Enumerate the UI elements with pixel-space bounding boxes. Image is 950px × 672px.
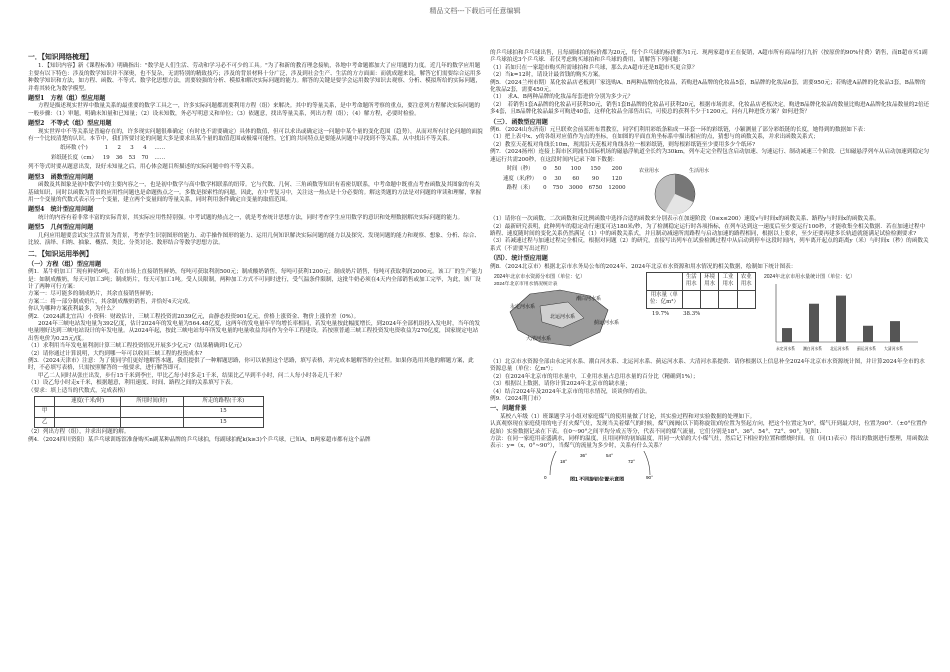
pie-percent: 38.3% bbox=[683, 310, 701, 317]
paragraph: 你认为哪种方案获利最多，为什么？ bbox=[28, 306, 118, 313]
pie-label: 农业用水 bbox=[638, 168, 659, 175]
table-cell[interactable] bbox=[55, 407, 121, 417]
paragraph: 例3．（2024天津市）注意：为了使同学们更好地解答本题，我们提供了一种解题思路，你可以依照这个思路，填写表格，并完成本题解答的全过程。如果你选用其他的解题方案，此时，不必填写表格，只需按照解答的一般要求，进行解答即可。 bbox=[28, 358, 474, 372]
paragraph: （4）结合2024年及2024年北京市的用水情况，谈谈你的看法。 bbox=[490, 388, 651, 395]
table-cell: 4 bbox=[143, 145, 147, 152]
paragraph: 例2．（2024湖北宜昌）小资料：财政估计，三峡工程投资需2039亿元，由静态投资901亿元，价格上涨资金、物价上涨价差（0%）。 bbox=[28, 313, 360, 320]
paragraph: 现实世界中不等关系是普遍存在的，许多现实问题很难确定（有时也不需要确定）具体的数值，但可以求出或确定这一问题中某个量的变化范围（趋势），从而对所有讨论问题的面貌有一个比较清楚的认识。本节中，我们所要讨论的问题大多是要求出某个量的取值范围或极端可能性，它们的共同特点是要能从问题中寻找到不等关系，从中找出不等关系。 bbox=[28, 128, 483, 143]
paragraph: （1）若如只在一家超市购买所需球拍和乒乓球，那么去A超市还是B超市买更合算？ bbox=[490, 64, 698, 71]
fig-tick: 18° bbox=[560, 458, 567, 464]
paragraph: （2）教室天花板对角线长10m，现需沿天花板对角线各拉一根彩纸链，则每根彩纸链至少要用多少个纸环? bbox=[490, 141, 756, 148]
paragraph: 函数及其图象是初中数学中的主要内容之一，也是初中数学与高中数学相联系的纽带。它与代数、几何、三角函数等知识有着密切联系，中考命题中既重点考查函数及其图象的有关基础知识，同时以函数为背景的应用性问题也是命题热点之一。多数是探索性的问题，因此，在中考复习中，关注这一热点是十分必要的。解这类题的方法是对问题的审读和理解，掌握用一个变量的代数式表示另一个变量，建立两个变量间的等量关系，同时利用条件确定自变量的取值范围。 bbox=[28, 182, 482, 203]
water-resource-map bbox=[490, 272, 640, 358]
paragraph: （1）把上表中x、y的各组对应值作为点的坐标，在如图的平面直角坐标系中描出相应的点，猜想与的函数关系，并求出函数关系式； bbox=[490, 134, 819, 141]
paragraph: （2）当k=12时，请设计最省钱的购买方案。 bbox=[490, 72, 604, 79]
topic-heading: 题型5 几何型应用问题 bbox=[28, 224, 94, 232]
paragraph: 例5．（2024兰州市期）某化妆品店老板到厂家选购A、B两种品牌的化妆品，若购进A品牌的化妆品5套，B品牌的化妆品6套，需要950元；若购进A品牌的化妆品3套，B品牌的化妆品2套，需要450元。 bbox=[490, 79, 926, 94]
bar-label: 永定河水系 bbox=[776, 346, 795, 351]
table-cell bbox=[700, 290, 718, 308]
table-cell: 200 bbox=[611, 166, 623, 173]
table-cell: 速度(千米/时) bbox=[55, 397, 121, 407]
table-cell: 用水量（单位：亿m³） bbox=[647, 290, 683, 308]
topic-heading: 题型2 不等式（组）型应用题 bbox=[28, 120, 112, 128]
fig-tick: 0 bbox=[544, 474, 547, 480]
paragraph: 的乒乓球拍和乒乓球出售，且每副球拍的标价都为20元，每个乒乓球的标价都为1元．现两家超市正在促销，A超市所有商品均打九折（按原价的90%付费）销售，而B超市买1副乒乓球拍送3个乒乓球．若仅考虑购买球拍和乒乓球的费用，请解答下列问题： bbox=[490, 50, 928, 64]
bar-chart-title: 2024年北京市用水量统计图（单位：亿） bbox=[764, 273, 856, 280]
paragraph: 例4．（2024四川资阳）某乒乓球训练馆准备购买n副某种品牌的乒乓球拍，每副球拍配k(k≥3)个乒乓球，已知A，B两家超市都有这个品牌 bbox=[28, 436, 371, 443]
paragraph: 例1．某牛奶加工厂现有鲜奶9吨，若在市场上直接销售鲜奶，每吨可获取利润500元；制成酸奶销售，每吨可获利1200元；制成奶片销售，每吨可获取利润2000元。该工厂的生产能力是：如制成酸奶，每天可加工3吨；制成奶片，每天可加工1吨。受人员限制，两种加工方式不可同时进行，受气温条件限制，这批牛奶必须在4天内全部销售或加工完毕，为此，该厂设计了两种可行方案： bbox=[28, 269, 483, 290]
knob-figure bbox=[530, 451, 680, 481]
table-cell: 2 bbox=[117, 145, 121, 152]
section-title: 二．【知识运用举例】 bbox=[28, 250, 93, 259]
table-cell bbox=[719, 290, 737, 308]
fig-tick: 54° bbox=[606, 452, 613, 458]
table-cell: 时间（秒） bbox=[506, 166, 534, 173]
table-cell: 15 bbox=[183, 407, 263, 417]
table-cell: 15 bbox=[183, 417, 263, 427]
table-cell: 150 bbox=[590, 166, 601, 173]
paragraph: 方案一：尽可能多的制成奶片，其余直接销售鲜奶； bbox=[28, 291, 157, 298]
table-cell: 路程（米） bbox=[506, 184, 534, 191]
table-cell: 53 bbox=[128, 154, 136, 161]
paragraph: （1）请你在一次函数、二次函数和反比例函数中选择合适的函数来分别表示在加速阶段（0≤x≤200）速度v与时间x的函数关系、路程y与时间x的函数关系。 bbox=[490, 216, 880, 223]
fig-tick: 72° bbox=[628, 458, 635, 464]
bar-label: 北运河水系 bbox=[830, 346, 849, 351]
paragraph: 2024年三峡电站发电量为392亿度，估计2024年的发电量为564.48亿度，这两年的发电量年平均增长率相同，若发电量按此幅度增长，到2024年全部机组投入发电时，当年的发电量刚好达到三峡电站设计的年发电量。从2024年起，按此三峡电站每年所发电量的电量收益共同作为全年工程建设。若按照普通三峡工程投资发电资收益为270亿度，国家规定电站出售电价为0.25元/度。 bbox=[28, 321, 481, 342]
table-cell: 30 bbox=[554, 175, 562, 182]
page-header: 精品文档---下载后可任意编辑 bbox=[429, 7, 521, 15]
topic-heading: 题型3 函数型应用问题 bbox=[28, 173, 94, 181]
right-column bbox=[490, 50, 930, 484]
table-cell: 0 bbox=[543, 175, 547, 182]
table-cell: 工业用水 bbox=[719, 272, 737, 290]
table-cell: 纸环数 (个) bbox=[60, 145, 88, 152]
table-cell: 1 bbox=[104, 145, 109, 152]
topic-heading: 题型1 方程（组）型应用题 bbox=[28, 95, 106, 103]
paragraph: （2）在2024年北京市的用水量中，工业用水量占总用水量的百分比（精确到1%）； bbox=[490, 373, 699, 380]
paragraph: （3）若减速过程与加速过程完全相反，根据对问题（2）的研究，直接写出列车在试验检测过程中从启动到停车这段时间内，列车离开起点的距离y（米）与时间x（秒）的函数关系式（不需要写出过程） bbox=[490, 238, 929, 252]
table-cell: 36 bbox=[115, 154, 123, 161]
table-cell: 19 bbox=[102, 154, 110, 161]
figure-caption: 图1 不同旋钮位置示意图 bbox=[570, 476, 625, 481]
bar bbox=[863, 326, 873, 342]
table-cell: 甲 bbox=[35, 407, 55, 417]
table-cell: 3 bbox=[130, 145, 134, 152]
bar bbox=[809, 304, 819, 342]
table-cell: 60 bbox=[572, 175, 580, 182]
train-table bbox=[500, 165, 629, 193]
table-cell bbox=[682, 290, 700, 308]
paragraph: 方法：在同一家庭用壶盛满水，同样的温度，且用同样的初始温度，用同一火焰的大小煤气灶，然后记下相应的位置和燃烧时间。在（同(1)表示）得出的数据进行整理，用函数法表示：y=（x，0°~90°），当煤气的流量为多少时，关系有什么关系？ bbox=[490, 436, 929, 450]
topic-heading: 题型4 统计型应用问题 bbox=[28, 206, 94, 214]
bar bbox=[890, 321, 900, 342]
bar-group bbox=[776, 296, 903, 351]
paragraph: 甲乙二人同时从张庄出发，步行15千米到李庄，甲比乙每小时多走1千米，结果比乙早到半小时，问二人每小时各走几千米？ bbox=[38, 372, 346, 379]
table-cell: 乙 bbox=[35, 417, 55, 427]
table-cell: 120 bbox=[611, 175, 623, 182]
paragraph: 例8．（2024北京市）根据北京市水务局公布的2024年、2024年北京市水资源和用水情况的相关数据，绘制如下统计图表： bbox=[490, 263, 797, 270]
subsection-title: （四）．统计型应用题 bbox=[490, 255, 548, 263]
paragraph: （1）设乙每小时走x千米，根据题意，利用速度、时间、路程之间的关系填写下表。 bbox=[28, 380, 237, 387]
paragraph: （要求：填上适当的代数式，完成表格） bbox=[28, 387, 129, 394]
paragraph: （1）求利用当年发电量利润计算三峡工程投资情况开展多少亿元?（结果精确到1亿元） bbox=[28, 343, 246, 350]
fig-tick: 90° bbox=[646, 474, 653, 480]
table-cell: 6750 bbox=[588, 184, 603, 191]
speed-table bbox=[34, 396, 264, 428]
table-cell: 50 bbox=[554, 166, 562, 173]
table-cell: 所走的路程(千米) bbox=[183, 397, 263, 407]
section-title: 一．【知识网络梳理】 bbox=[28, 53, 93, 61]
paragraph: （1）北京市水资源全部由永定河水系、潮白河水系、北运河水系、蓟运河水系、大清河水系提供．请你根据以上信息补全2024年北京市水资源统计图，并计算2024年全市的水资源总量（单位：亿m³）； bbox=[490, 358, 925, 373]
paragraph: （2） 若销售1套A品牌的化妆品可获利30元，销售1套B品牌的化妆品可获利20元，根据市场需求，化妆品店老板决定，购进B品牌化妆品的数量比购进A品牌化妆品数量的2倍还多4套，且B品牌化妆品最多可购进40套，这样化妆品全部售出后，可使总的获利不少于1200元，问有几种进货方案？如何进货？ bbox=[490, 101, 930, 116]
map-subtitle: 2024年北京市用水情况统计表 bbox=[494, 281, 558, 287]
table-cell: …… bbox=[154, 145, 166, 152]
paragraph: 几何应用题要尝试实生活背景为背景，考查学生识别图形的能力、动手操作图形的能力、运用几何知识解决实际问题的能力以及探究、发现问题的能力和观察、想象、分析、综合、比较、演绎、归纳、抽象、概括、类比、分类讨论、数形结合等数学思想方法。 bbox=[28, 232, 480, 246]
table-cell: …… bbox=[154, 154, 166, 161]
bar-label: 大清河水系 bbox=[884, 346, 903, 351]
subsection-title: （一）方程（组）型应用题 bbox=[28, 260, 102, 268]
map-label: 永定河水系 bbox=[510, 303, 536, 310]
table-cell[interactable] bbox=[120, 417, 183, 427]
table-cell: 750 bbox=[552, 184, 563, 191]
fig-tick: 36° bbox=[580, 452, 587, 458]
paragraph: 例6．（2024山东济南）元旦联欢会前某班布置教室，同学们利用彩纸条粘成一环套一环的彩纸链，小颖测量了部分彩纸链的长度，她得到的数据如下表： bbox=[490, 127, 869, 134]
table-cell bbox=[647, 272, 683, 290]
map-label: 北运河水系 bbox=[550, 313, 576, 320]
map-label: 潮白河水系 bbox=[576, 295, 602, 302]
paragraph: 例7．（2024扬州）连接上海市区到浦东国际机场的磁悬浮轨道全长约为30km，列车走完全程包含启动加速、匀速运行、制动减速三个阶段．已知磁悬浮列车从启动加速到稳定匀速运行共需200秒，在这段时间内记录下如下数据： bbox=[490, 149, 930, 163]
table-cell: 所用时间(时) bbox=[120, 397, 183, 407]
paragraph: （3）根据以上数据，请你计算2024年北京市的缺水量； bbox=[490, 381, 631, 388]
table-cell[interactable] bbox=[120, 407, 183, 417]
bar-label: 蓟运河水系 bbox=[857, 346, 876, 351]
table-cell: 农业用水 bbox=[737, 272, 755, 290]
table-cell bbox=[35, 397, 55, 407]
pie-chart bbox=[635, 164, 715, 216]
paragraph: （2）最新研究表明，此种列车的稳定动行速度可达180米/秒，为了检测稳定运行时各项指标，在列车达到这一速度后至少要运行100秒，才能收集全相关数据．若在加速过程中路程、速度随时间的变化关系仍然满足（1）中的函数关系式，并且制动减速所需路程与启动加速的路程相同，根据以上要求，至少还要再建多长轨道就能满足试验检测要求? bbox=[490, 223, 926, 237]
table-cell: 100 bbox=[570, 166, 581, 173]
paragraph: 认真观察现在家庭使用的电子打火煤气灶，发现当关着煤气的时候，煤气阀阀(以下简称旋钮)的位置为竖起方向，把这个位置定为0°，煤气开到最大时，位置为90°．（±0°位置作起始）实验数据记录在下表。在0～90°之间平均分成五等分，代表不同的煤气流量，它们分别是18°、36°、54°、72°、90°。见图1. bbox=[490, 421, 928, 435]
paragraph: 列不等式时要从题意出发，设好未知量之后，用心体会题目所描述的实际问题中的不等关系。 bbox=[28, 164, 258, 171]
bar bbox=[782, 328, 792, 342]
paragraph: 方案二：将一部分制成奶片，其余制成酸奶销售，并恰好4天完成。 bbox=[28, 298, 194, 305]
table-cell: 12000 bbox=[608, 184, 626, 191]
paragraph: （1） 求A、B两种品牌的化妆品每套进价分别为多少元？ bbox=[490, 94, 634, 101]
table-cell: 0 bbox=[543, 166, 547, 173]
table-cell: 速度（米/秒） bbox=[503, 175, 538, 182]
map-label: 蓟运河水系 bbox=[594, 319, 620, 326]
pie-percent: 19.7% bbox=[652, 310, 670, 317]
table-cell: 70 bbox=[141, 154, 149, 161]
paragraph: （2）请你通过计算说明，大约到哪一年可以收回三峡工程的投资成本? bbox=[28, 350, 203, 357]
table-cell: 彩纸链长度（cm） bbox=[51, 154, 97, 161]
bar-label: 潮白河水系 bbox=[803, 346, 822, 351]
paragraph: 1．【知识内容】新《课程标准》明确指出："数学是人们生活、劳动和学习必不可少的工具。"为了和新的教育理念接轨，各地中考命题都加大了应用题的力度。近几年的数学应用题主要有以下特色：涉及的数学知识并不深奥，也不复杂，无需特别的精致技巧；涉及的背景材料十分广泛，涉及到社会生产、生活的方方面面：而就成题来说，解答它们需要综合运用多种数学知识和方法，如方程、函数、不等式、数学化思想方法，需要较强的分析、模拟和解决实际问题的能力。解答的关键是要学会运用数学知识去观察、分析、模拟所给的实际问题，并将其转化为数学模型。 bbox=[28, 63, 482, 92]
ring-table bbox=[48, 144, 168, 163]
table-cell: 3000 bbox=[568, 184, 583, 191]
paragraph: （2）列出方程（组），并求出问题的解。 bbox=[28, 429, 130, 436]
table-cell: 生活用水 bbox=[682, 272, 700, 290]
paragraph: 某校八年级（1）班课题学习小组对家庭煤气的使用量做了讨论，其实验过程和对实验数据的处理如下。 bbox=[500, 413, 756, 420]
subsection-title: 一、问题背景 bbox=[490, 405, 527, 413]
subsection-title: （三）．函数型应用题 bbox=[490, 118, 548, 126]
table-cell: 环境用水 bbox=[700, 272, 718, 290]
bar bbox=[836, 296, 846, 342]
water-bar-chart bbox=[762, 272, 922, 358]
table-cell: 90 bbox=[592, 175, 599, 182]
table-cell[interactable] bbox=[55, 417, 121, 427]
table-cell bbox=[737, 290, 755, 308]
paragraph: 方程是描述现实世界中数量关系的最重要的数学工具之一，许多实际问题都需要利用方程（组）来解决。其中的等量关系，是中考命题所考察的重点，要注意列方程解决实际问题的一般步骤：（1）审题，明确未知量和已知量；（2）设未知数，务必写明意义和单位；（3）依题意，找出等量关系，列出方程（组）；（4）解方程，必要时检验。 bbox=[28, 103, 480, 117]
map-label: 大清河水系 bbox=[526, 335, 552, 342]
pie-label: 生活用水 bbox=[688, 168, 709, 175]
left-column bbox=[28, 50, 483, 444]
water-use-table bbox=[646, 272, 756, 309]
table-cell: 0 bbox=[543, 184, 547, 191]
paragraph: 例9．（2024荆门市） bbox=[490, 395, 545, 402]
map-title: 2024年北京市水资源分布图（单位：亿） bbox=[494, 273, 586, 280]
paragraph: 统计的内容有着非常丰富的实际背景，其实际应用性特别强。中考试题的热点之一，就是考查统计思想方法，同时考查学生应用数学的意识和处理数据解决实际问题的能力。 bbox=[38, 214, 464, 221]
